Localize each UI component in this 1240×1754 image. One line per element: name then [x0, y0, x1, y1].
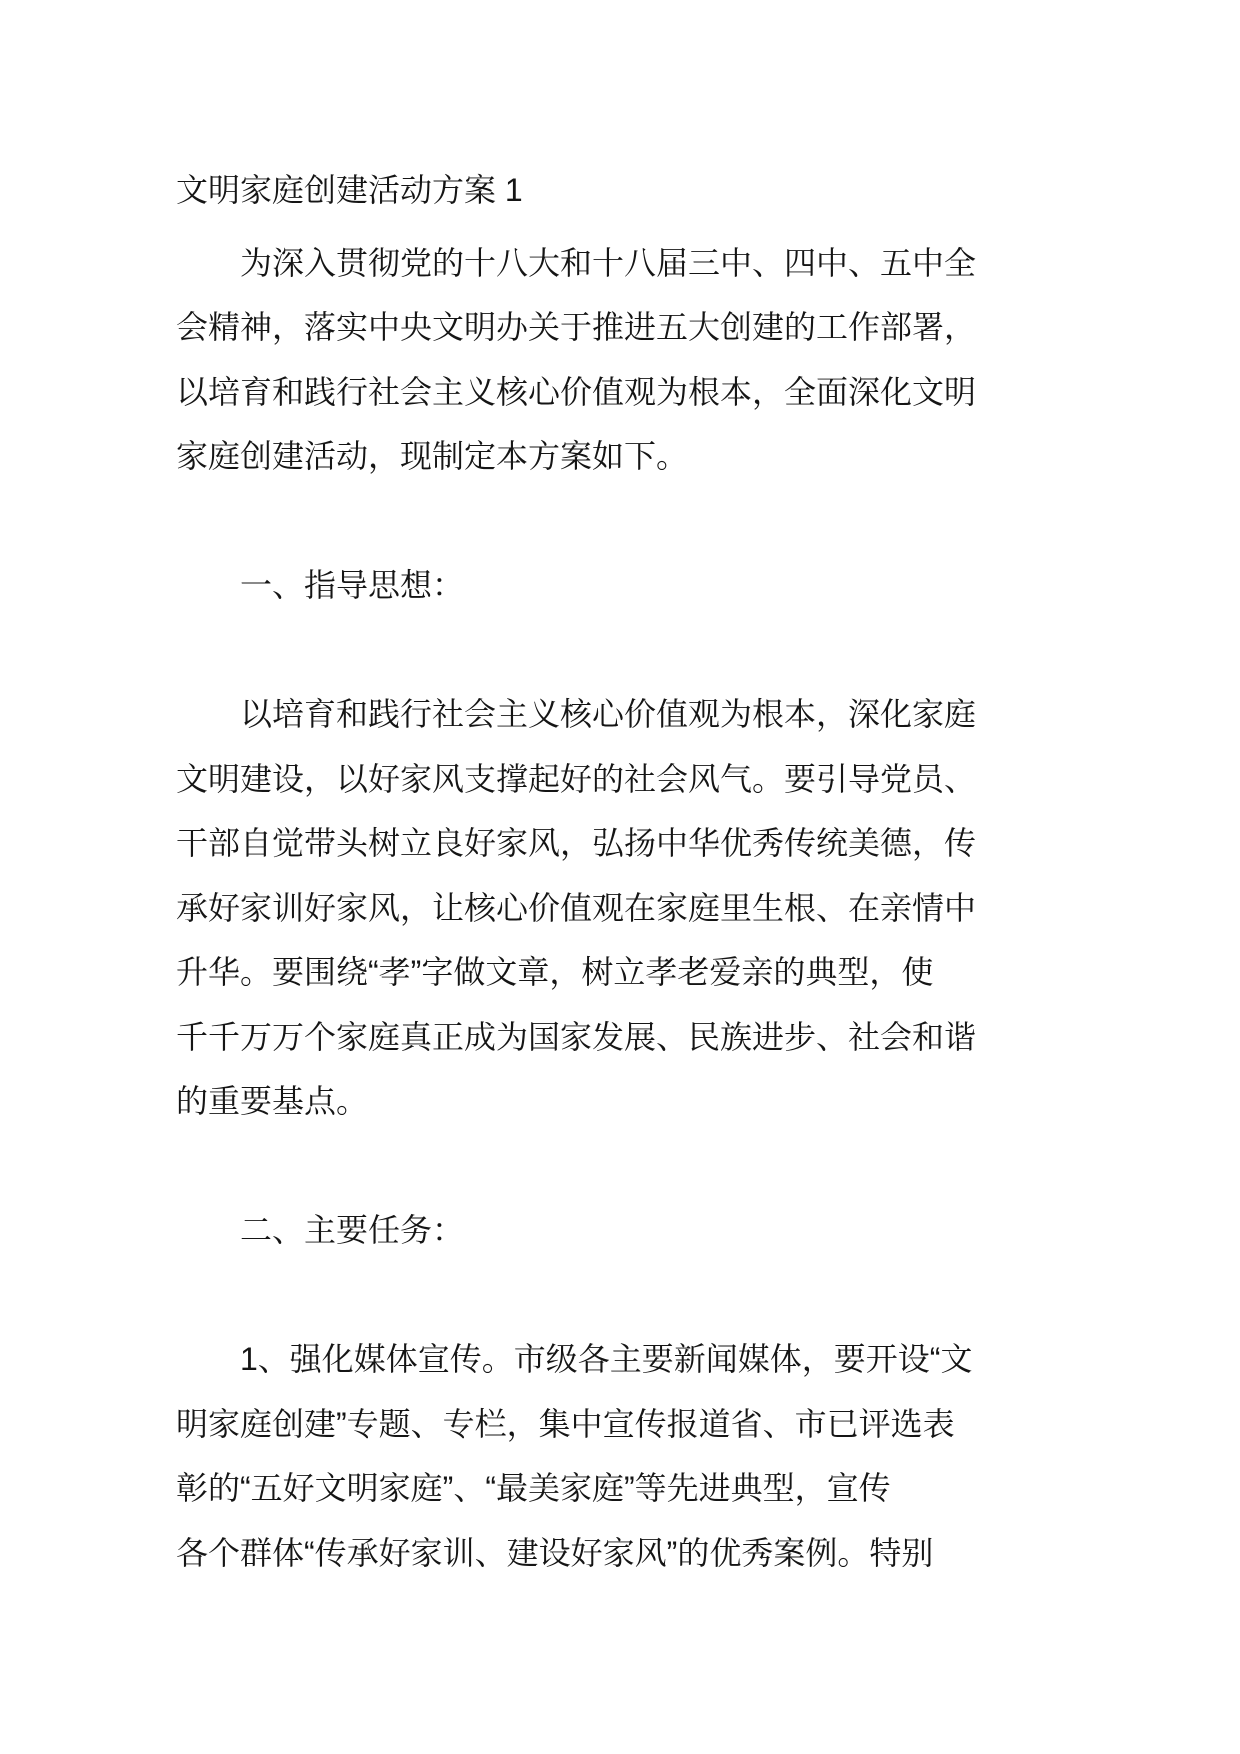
paragraph-line: 彰的“五好文明家庭”、“最美家庭”等先进典型，宣传: [176, 1470, 891, 1506]
document-title: 文明家庭创建活动方案 1: [176, 172, 523, 208]
document-content: [176, 158, 1006, 1585]
section-heading: 一、指导思想：: [240, 567, 465, 603]
paragraph-line: 会精神，落实中央文明办关于推进五大创建的工作部署，: [176, 309, 977, 345]
paragraph-line: 以培育和践行社会主义核心价值观为根本，全面深化文明: [176, 373, 977, 410]
paragraph-line: 千千万万个家庭真正成为国家发展、民族进步、社会和谐: [176, 1018, 977, 1055]
paragraph-line: 家庭创建活动，现制定本方案如下。: [176, 438, 689, 474]
paragraph-line: 以培育和践行社会主义核心价值观为根本，深化家庭: [240, 696, 977, 732]
paragraph-line: 升华。要围绕“孝”字做文章，树立孝老爱亲的典型，使: [176, 954, 934, 990]
paragraph-line: 文明建设，以好家风支撑起好的社会风气。要引导党员、: [176, 760, 977, 797]
paragraph-line: 干部自觉带头树立良好家风，弘扬中华优秀传统美德，传: [176, 825, 977, 861]
section-heading: 二、主要任务：: [240, 1212, 465, 1248]
paragraph-line: 承好家训好家风，让核心价值观在家庭里生根、在亲情中: [176, 889, 977, 926]
paragraph-line: 为深入贯彻党的十八大和十八届三中、四中、五中全: [240, 244, 977, 281]
paragraph-line: 各个群体“传承好家训、建设好家风”的优秀案例。特别: [176, 1534, 934, 1571]
paragraph-line: 1、强化媒体宣传。市级各主要新闻媒体，要开设“文: [240, 1341, 973, 1377]
paragraph-line: 明家庭创建”专题、专栏，集中宣传报道省、市已评选表: [176, 1405, 955, 1442]
paragraph-line: 的重要基点。: [176, 1083, 369, 1119]
